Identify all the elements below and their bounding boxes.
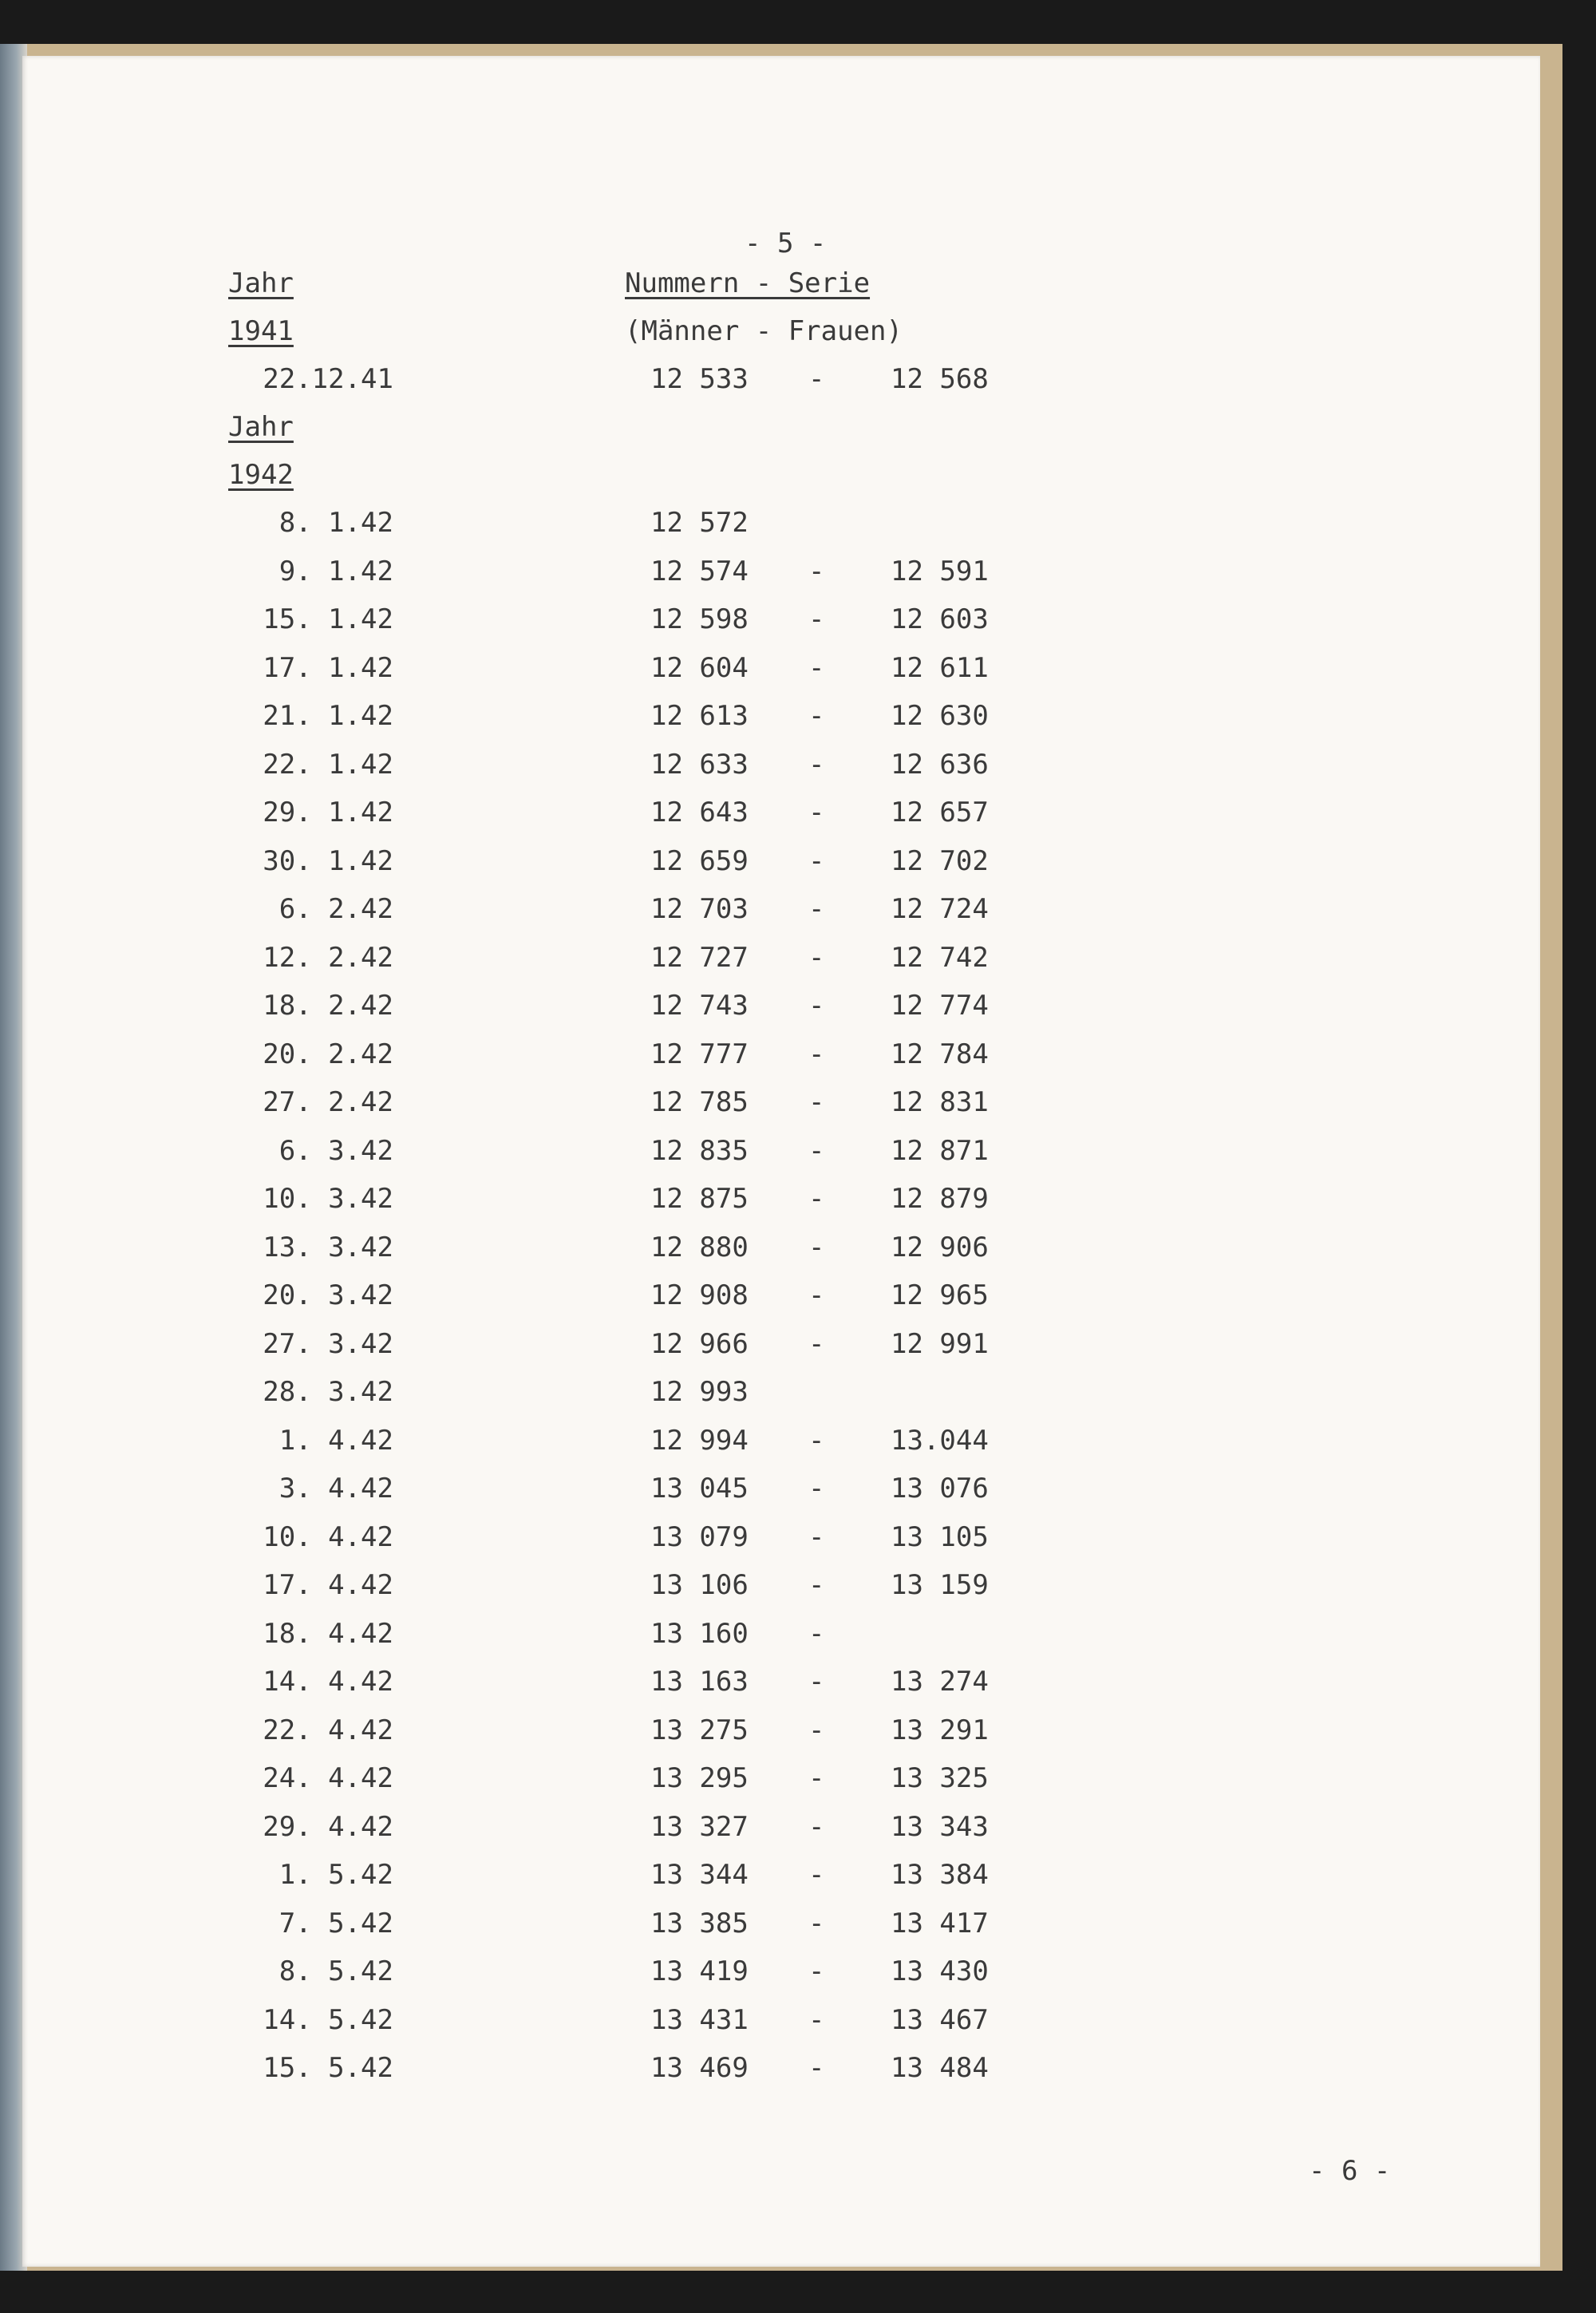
row-date: 24. 4.42 — [263, 1762, 393, 1794]
row-dash: - — [808, 1183, 825, 1215]
row-date: 20. 3.42 — [263, 1279, 393, 1311]
row-number-to: 13 430 — [891, 1955, 989, 1987]
row-number-to: 12 591 — [891, 555, 989, 587]
row-dash: - — [808, 893, 825, 925]
table-row — [22, 603, 1540, 643]
table-row — [22, 2004, 1540, 2044]
row-number-from: 12 785 — [650, 1086, 749, 1118]
row-dash: - — [808, 555, 825, 587]
column-header-year: Jahr — [228, 267, 294, 299]
table-row — [22, 749, 1540, 789]
row-date: 21. 1.42 — [263, 700, 393, 732]
row-date: 18. 2.42 — [263, 990, 393, 1022]
row-dash: - — [808, 603, 825, 635]
row-number-to: 12 774 — [891, 990, 989, 1022]
row-dash: - — [808, 1424, 825, 1457]
document-page — [22, 56, 1540, 2267]
row-number-from: 12 908 — [650, 1279, 749, 1311]
table-row — [22, 652, 1540, 692]
table-row — [22, 1521, 1540, 1561]
row-number-to: 13 325 — [891, 1762, 989, 1794]
row-date: 8. 1.42 — [279, 507, 393, 539]
row-number-to: 12 636 — [891, 748, 989, 781]
year-1942: 1942 — [228, 459, 294, 491]
row-number-from: 13 385 — [650, 1907, 749, 1939]
row-number-to: 13 291 — [891, 1714, 989, 1746]
row-number-to: 12 611 — [891, 651, 989, 684]
row-number-from: 12 966 — [650, 1327, 749, 1360]
row-number-from: 12 727 — [650, 941, 749, 974]
table-row — [22, 1811, 1540, 1851]
row-number-to: 12 742 — [891, 941, 989, 974]
row-date: 9. 1.42 — [279, 555, 393, 587]
row-number-to: 12 831 — [891, 1086, 989, 1118]
row-number-from: 13 469 — [650, 2052, 749, 2084]
row-dash: - — [808, 1279, 825, 1311]
table-row — [22, 1666, 1540, 1706]
row-date: 12. 2.42 — [263, 941, 393, 974]
row-dash: - — [808, 1907, 825, 1939]
row-number-to: 12 657 — [891, 797, 989, 828]
table-row — [22, 1714, 1540, 1754]
row-dash: - — [808, 2052, 825, 2084]
table-row — [22, 1859, 1540, 1899]
row-number-from: 13 045 — [650, 1473, 749, 1504]
row-number-to: 12 871 — [891, 1134, 989, 1167]
row-dash: - — [808, 1666, 825, 1698]
row-dash: - — [808, 1520, 825, 1553]
row-dash: - — [808, 1038, 825, 1070]
row-date: 29. 4.42 — [263, 1810, 393, 1843]
row-dash: - — [808, 1714, 825, 1746]
row-date: 8. 5.42 — [279, 1955, 393, 1987]
row-number-from: 13 106 — [650, 1569, 749, 1601]
row-date: 28. 3.42 — [263, 1376, 393, 1408]
table-row — [22, 1376, 1540, 1416]
row-number-from: 12 604 — [650, 651, 749, 684]
row-number-from: 13 431 — [650, 2003, 749, 2036]
row-number-to: 12 991 — [891, 1327, 989, 1360]
table-row — [22, 363, 1540, 403]
row-number-to: 13 417 — [891, 1907, 989, 1939]
row-date: 7. 5.42 — [279, 1907, 393, 1939]
row-date: 13. 3.42 — [263, 1231, 393, 1263]
row-number-from: 12 643 — [650, 797, 749, 828]
row-dash: - — [808, 941, 825, 974]
row-date: 14. 5.42 — [263, 2003, 393, 2036]
row-date: 10. 4.42 — [263, 1520, 393, 1553]
row-number-to: 13 484 — [891, 2052, 989, 2084]
row-number-from: 12 994 — [650, 1424, 749, 1457]
row-date: 29. 1.42 — [263, 797, 393, 828]
row-number-to: 12 568 — [891, 363, 989, 395]
table-row — [22, 1908, 1540, 1947]
row-date: 27. 2.42 — [263, 1086, 393, 1118]
row-date: 14. 4.42 — [263, 1666, 393, 1698]
row-number-from: 12 875 — [650, 1183, 749, 1215]
row-number-to: 12 965 — [891, 1279, 989, 1311]
row-number-from: 12 572 — [650, 507, 749, 539]
row-number-from: 12 835 — [650, 1134, 749, 1167]
row-date: 6. 3.42 — [279, 1134, 393, 1167]
row-dash: - — [808, 363, 825, 395]
row-dash: - — [808, 844, 825, 877]
row-dash: - — [808, 1086, 825, 1118]
row-number-from: 13 079 — [650, 1520, 749, 1553]
row-number-to: 12 879 — [891, 1183, 989, 1215]
row-dash: - — [808, 1569, 825, 1601]
page-number: - 5 - — [745, 227, 827, 259]
row-date: 17. 4.42 — [263, 1569, 393, 1601]
table-row — [22, 1086, 1540, 1126]
row-date: 22. 1.42 — [263, 748, 393, 781]
row-number-from: 12 880 — [650, 1231, 749, 1263]
row-number-from: 12 613 — [650, 700, 749, 732]
row-date: 17. 1.42 — [263, 651, 393, 684]
row-dash: - — [808, 1859, 825, 1891]
table-row — [22, 845, 1540, 885]
next-page-indicator: - 6 - — [1309, 2155, 1391, 2187]
row-number-to: 12 784 — [891, 1038, 989, 1070]
row-number-from: 13 160 — [650, 1617, 749, 1650]
row-date: 30. 1.42 — [263, 844, 393, 877]
column-header-series-sub: (Männer - Frauen) — [625, 315, 903, 347]
row-dash: - — [808, 990, 825, 1022]
column-header-series: Nummern - Serie — [625, 267, 871, 299]
row-number-from: 12 574 — [650, 555, 749, 587]
row-dash: - — [808, 1134, 825, 1167]
table-row — [22, 942, 1540, 982]
table-row — [22, 507, 1540, 547]
row-number-to: 13 384 — [891, 1859, 989, 1891]
table-row — [22, 1328, 1540, 1368]
row-date: 27. 3.42 — [263, 1327, 393, 1360]
row-number-from: 13 275 — [650, 1714, 749, 1746]
table-row — [22, 893, 1540, 933]
row-dash: - — [808, 1955, 825, 1987]
row-dash: - — [808, 1762, 825, 1794]
row-number-from: 12 633 — [650, 748, 749, 781]
row-number-to: 13 159 — [891, 1569, 989, 1601]
row-date: 15. 5.42 — [263, 2052, 393, 2084]
row-date: 1. 5.42 — [279, 1859, 393, 1891]
table-row — [22, 990, 1540, 1030]
table-row — [22, 2052, 1540, 2092]
row-date: 22. 4.42 — [263, 1714, 393, 1746]
row-dash: - — [808, 1473, 825, 1504]
row-dash: - — [808, 797, 825, 828]
row-number-to: 13 343 — [891, 1810, 989, 1843]
year-1941: 1941 — [228, 315, 294, 347]
table-row — [22, 1135, 1540, 1175]
row-number-from: 12 659 — [650, 844, 749, 877]
row-dash: - — [808, 700, 825, 732]
row-dash: - — [808, 1617, 825, 1650]
row-number-from: 12 777 — [650, 1038, 749, 1070]
row-dash: - — [808, 1810, 825, 1843]
table-row — [22, 1038, 1540, 1078]
table-row — [22, 1569, 1540, 1609]
table-row — [22, 1425, 1540, 1465]
table-row — [22, 797, 1540, 836]
row-number-from: 13 163 — [650, 1666, 749, 1698]
row-number-to: 12 630 — [891, 700, 989, 732]
row-number-from: 12 703 — [650, 893, 749, 925]
row-number-to: 12 906 — [891, 1231, 989, 1263]
row-date: 20. 2.42 — [263, 1038, 393, 1070]
row-date: 22.12.41 — [263, 363, 393, 395]
row-dash: - — [808, 748, 825, 781]
row-number-from: 12 598 — [650, 603, 749, 635]
table-row — [22, 1183, 1540, 1223]
row-number-from: 13 295 — [650, 1762, 749, 1794]
year-label-1942: Jahr — [228, 411, 294, 443]
row-number-to: 13 274 — [891, 1666, 989, 1698]
row-number-to: 12 603 — [891, 603, 989, 635]
row-date: 18. 4.42 — [263, 1617, 393, 1650]
table-row — [22, 1473, 1540, 1512]
row-date: 10. 3.42 — [263, 1183, 393, 1215]
row-number-to: 13 467 — [891, 2003, 989, 2036]
row-number-to: 13.044 — [891, 1424, 989, 1457]
row-date: 6. 2.42 — [279, 893, 393, 925]
row-number-from: 13 419 — [650, 1955, 749, 1987]
row-number-from: 13 327 — [650, 1810, 749, 1843]
row-dash: - — [808, 1327, 825, 1360]
row-dash: - — [808, 2003, 825, 2036]
row-dash: - — [808, 1231, 825, 1263]
row-number-to: 12 702 — [891, 844, 989, 877]
table-row — [22, 1955, 1540, 1995]
row-date: 3. 4.42 — [279, 1473, 393, 1504]
table-row — [22, 700, 1540, 740]
table-row — [22, 1279, 1540, 1319]
table-row — [22, 556, 1540, 595]
table-row — [22, 1232, 1540, 1271]
row-number-from: 12 533 — [650, 363, 749, 395]
table-row — [22, 1762, 1540, 1802]
row-dash: - — [808, 651, 825, 684]
table-row — [22, 1618, 1540, 1658]
row-number-to: 13 105 — [891, 1520, 989, 1553]
row-number-to: 12 724 — [891, 893, 989, 925]
row-number-to: 13 076 — [891, 1473, 989, 1504]
row-number-from: 12 993 — [650, 1376, 749, 1408]
row-date: 1. 4.42 — [279, 1424, 393, 1457]
row-number-from: 13 344 — [650, 1859, 749, 1891]
row-date: 15. 1.42 — [263, 603, 393, 635]
row-number-from: 12 743 — [650, 990, 749, 1022]
